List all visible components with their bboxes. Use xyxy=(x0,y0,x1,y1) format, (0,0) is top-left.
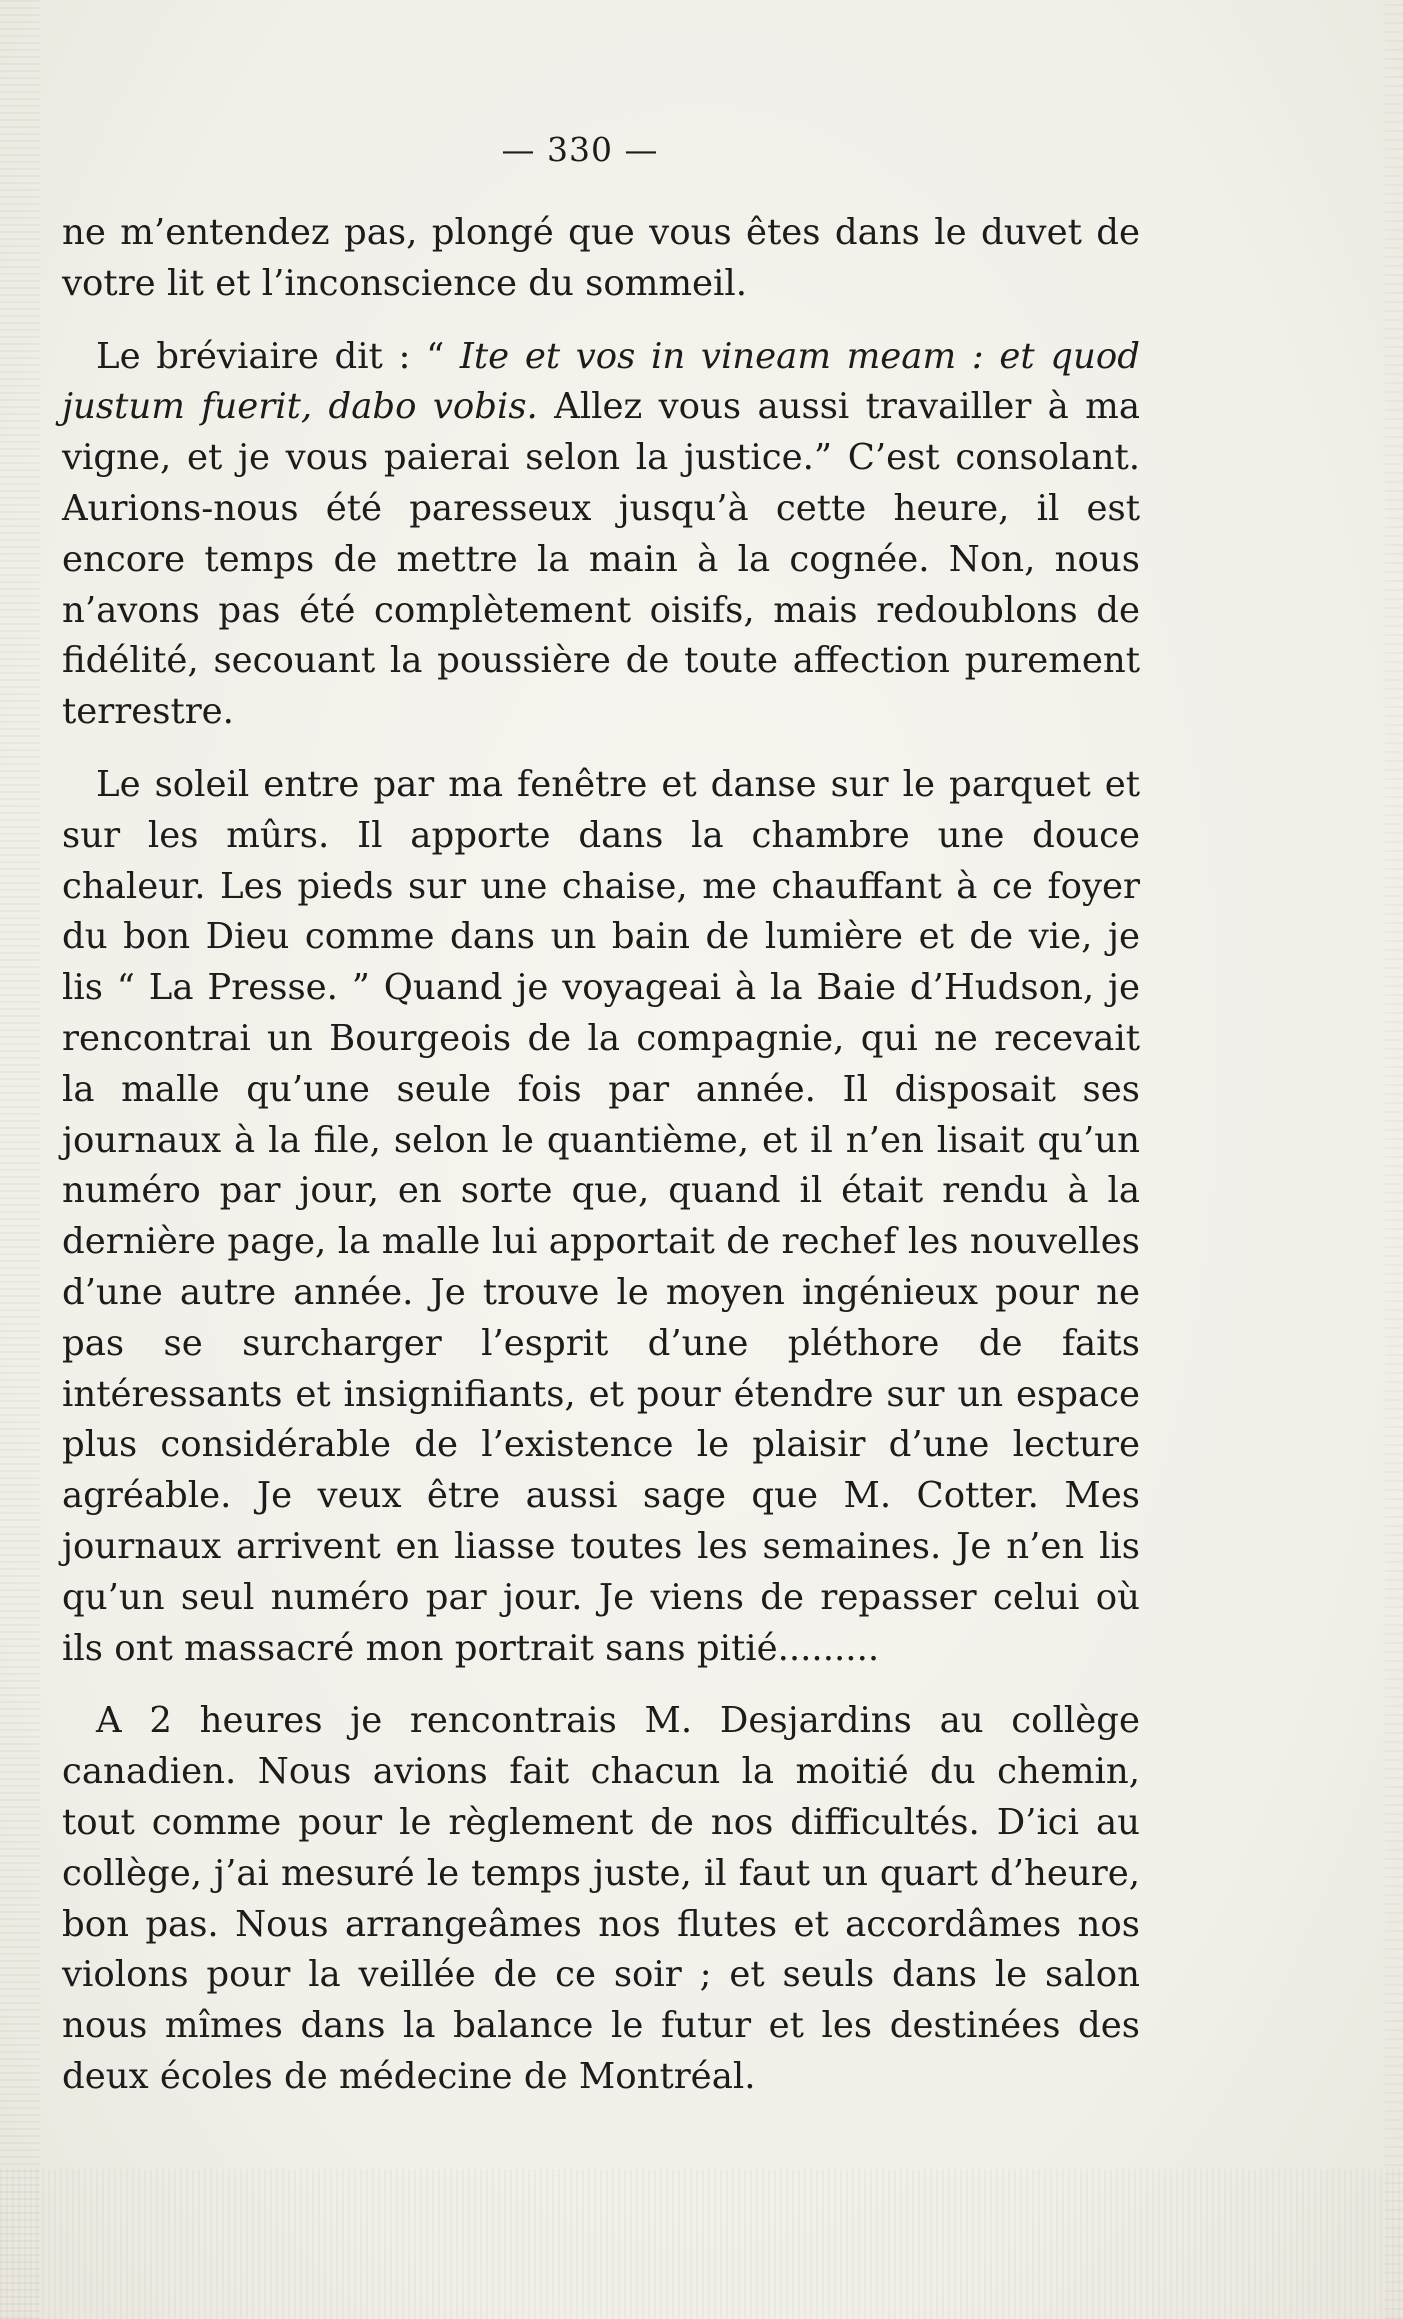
scan-noise-left xyxy=(0,0,40,2319)
scan-noise-right xyxy=(1385,0,1403,2319)
paragraph-2-rest: Allez vous aussi travailler à ma vigne, et je vous paierai selon la justice.” C’est consolant. Aurions-nous été paresseux jusqu’à cette heure, il est encore temps de mettre la main à la cognée. Non, nous n’avons pas été complètement oisifs, mais redoublons de fidélité, secouant la poussière de toute affection purement terrestre. xyxy=(62,386,1140,733)
scan-noise-bottom xyxy=(0,2169,1403,2319)
paragraph-1: ne m’entendez pas, plongé que vous êtes dans le duvet de votre lit et l’inconscience du sommeil. xyxy=(62,212,1140,304)
paragraph-4: A 2 heures je rencontrais M. Desjardins au collège canadien. Nous avions fait chacun la moitié du chemin, tout comme pour le règlement de nos difficultés. D’ici au collège, j’ai mesuré le temps juste, il faut un quart d’heure, bon pas. Nous arrangeâmes nos flutes et accordâmes nos violons pour la veillée de ce soir ; et seuls dans le salon nous mîmes dans la balance le futur et les destinées des deux écoles de médecine de Montréal. xyxy=(62,1700,1140,2097)
paragraph-3: Le soleil entre par ma fenêtre et danse sur le parquet et sur les mûrs. Il apporte dans la chambre une douce chaleur. Les pieds sur une chaise, me chauffant à ce foyer du bon Dieu comme dans un bain de lumière et de vie, je lis “ La Presse. ” Quand je voyageai à la Baie d’Hudson, je rencontrai un Bourgeois de la compagnie, qui ne recevait la malle qu’une seule fois par année. Il disposait ses journaux à la file, selon le quantième, et il n’en lisait qu’un numéro par jour, en sorte que, quand il était rendu à la dernière page, la malle lui apportait de rechef les nouvelles d’une autre année. Je trouve le moyen ingénieux pour ne pas se surcharger l’esprit d’une pléthore de faits intéressants et insignifiants, et pour étendre sur un espace plus considérable de l’existence le plaisir d’une lecture agréable. Je veux être aussi sage que M. Cotter. Mes journaux arrivent en liasse toutes les semaines. Je n’en lis qu’un seul numéro par jour. Je viens de repasser celui où ils ont massacré mon portrait sans pitié......... xyxy=(62,763,1140,1669)
page-number: — 330 — xyxy=(501,130,659,169)
body-text xyxy=(62,208,1140,2125)
paragraph-2 xyxy=(62,332,1140,738)
paragraph-2-intro: Le bréviaire dit : “ xyxy=(96,335,460,377)
latin-quote: Ite et vos in vineam meam : et quod justum fuerit, dabo vobis. xyxy=(62,335,1140,428)
